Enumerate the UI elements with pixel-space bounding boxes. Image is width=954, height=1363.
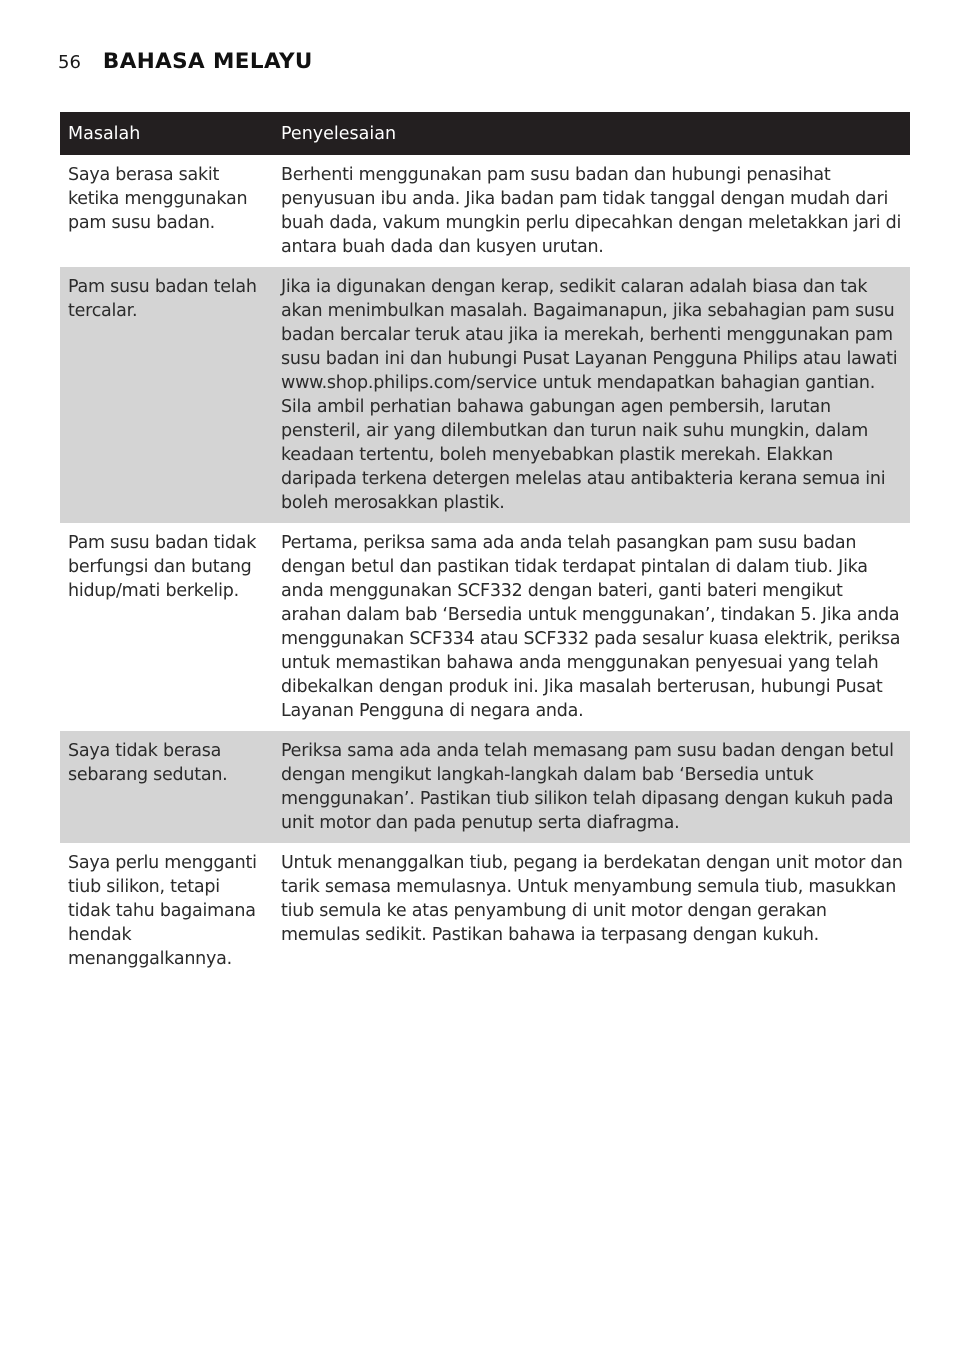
- table-header-row: [60, 112, 910, 155]
- table-row: [60, 155, 910, 267]
- table-row: [60, 843, 910, 979]
- solution-cell: Periksa sama ada anda telah memasang pam susu badan dengan betul dengan mengikut langkah-langkah dalam bab ‘Bersedia untuk menggunakan’. Pastikan tiub silikon telah dipasang dengan kukuh pada unit motor dan pada penutup serta diafragma.: [273, 731, 910, 843]
- page-number: 56: [58, 52, 81, 73]
- table-row: [60, 267, 910, 523]
- solution-cell: Pertama, periksa sama ada anda telah pasangkan pam susu badan dengan betul dan pastikan tidak terdapat pintalan di dalam tiub. Jika anda menggunakan SCF332 dengan bateri, ganti bateri mengikut arahan dalam bab ‘Bersedia untuk menggunakan’, tindakan 5. Jika anda menggunakan SCF334 atau SCF332 pada sesalur kuasa elektrik, periksa untuk memastikan bahawa anda menggunakan penyesuai yang telah dibekalkan dengan produk ini. Jika masalah berterusan, hubungi Pusat Layanan Pengguna di negara anda.: [281, 533, 901, 721]
- column-header-problem: Masalah: [60, 112, 273, 155]
- problem-cell: Pam susu badan telah tercalar.: [60, 267, 273, 523]
- troubleshooting-table: [60, 112, 910, 979]
- solution-cell: Berhenti menggunakan pam susu badan dan hubungi penasihat penyusuan ibu anda. Jika badan pam tidak tanggal dengan mudah dari buah dada, vakum mungkin perlu dipecahkan dengan meletakkan jari di antara buah dada dan kusyen urutan.: [281, 165, 902, 257]
- table-row: [60, 731, 910, 843]
- solution-cell: Untuk menanggalkan tiub, pegang ia berdekatan dengan unit motor dan tarik semasa memulasnya. Untuk menyambung semula tiub, masukkan tiub semula ke atas penyambung di unit motor dengan gerakan memulas sedikit. Pastikan bahawa ia terpasang dengan kukuh.: [281, 853, 903, 945]
- problem-cell: Saya berasa sakit ketika menggunakan pam susu badan.: [68, 165, 248, 233]
- problem-cell: Pam susu badan tidak berfungsi dan butang hidup/mati berkelip.: [68, 533, 257, 601]
- problem-cell: Saya tidak berasa sebarang sedutan.: [60, 731, 273, 843]
- column-header-solution: Penyelesaian: [273, 112, 910, 155]
- problem-cell: Saya perlu mengganti tiub silikon, tetapi tidak tahu bagaimana hendak menanggalkannya.: [68, 853, 257, 969]
- table-row: [60, 523, 910, 731]
- page-header: [58, 49, 313, 79]
- section-title: BAHASA MELAYU: [102, 49, 313, 74]
- solution-cell: Jika ia digunakan dengan kerap, sedikit calaran adalah biasa dan tak akan menimbulkan masalah. Bagaimanapun, jika sebahagian pam susu badan bercalar teruk atau jika ia merekah, berhenti menggunakan pam susu badan ini dan hubungi Pusat Layanan Pengguna Philips atau lawati www.shop.philips.com/service untuk mendapatkan bahagian gantian. Sila ambil perhatian bahawa gabungan agen pembersih, larutan pensteril, air yang dilembutkan dan turun naik suhu mungkin, dalam keadaan tertentu, boleh menyebabkan plastik merekah. Elakkan daripada terkena detergen melelas atau antibakteria kerana semua ini boleh merosakkan plastik.: [273, 267, 910, 523]
